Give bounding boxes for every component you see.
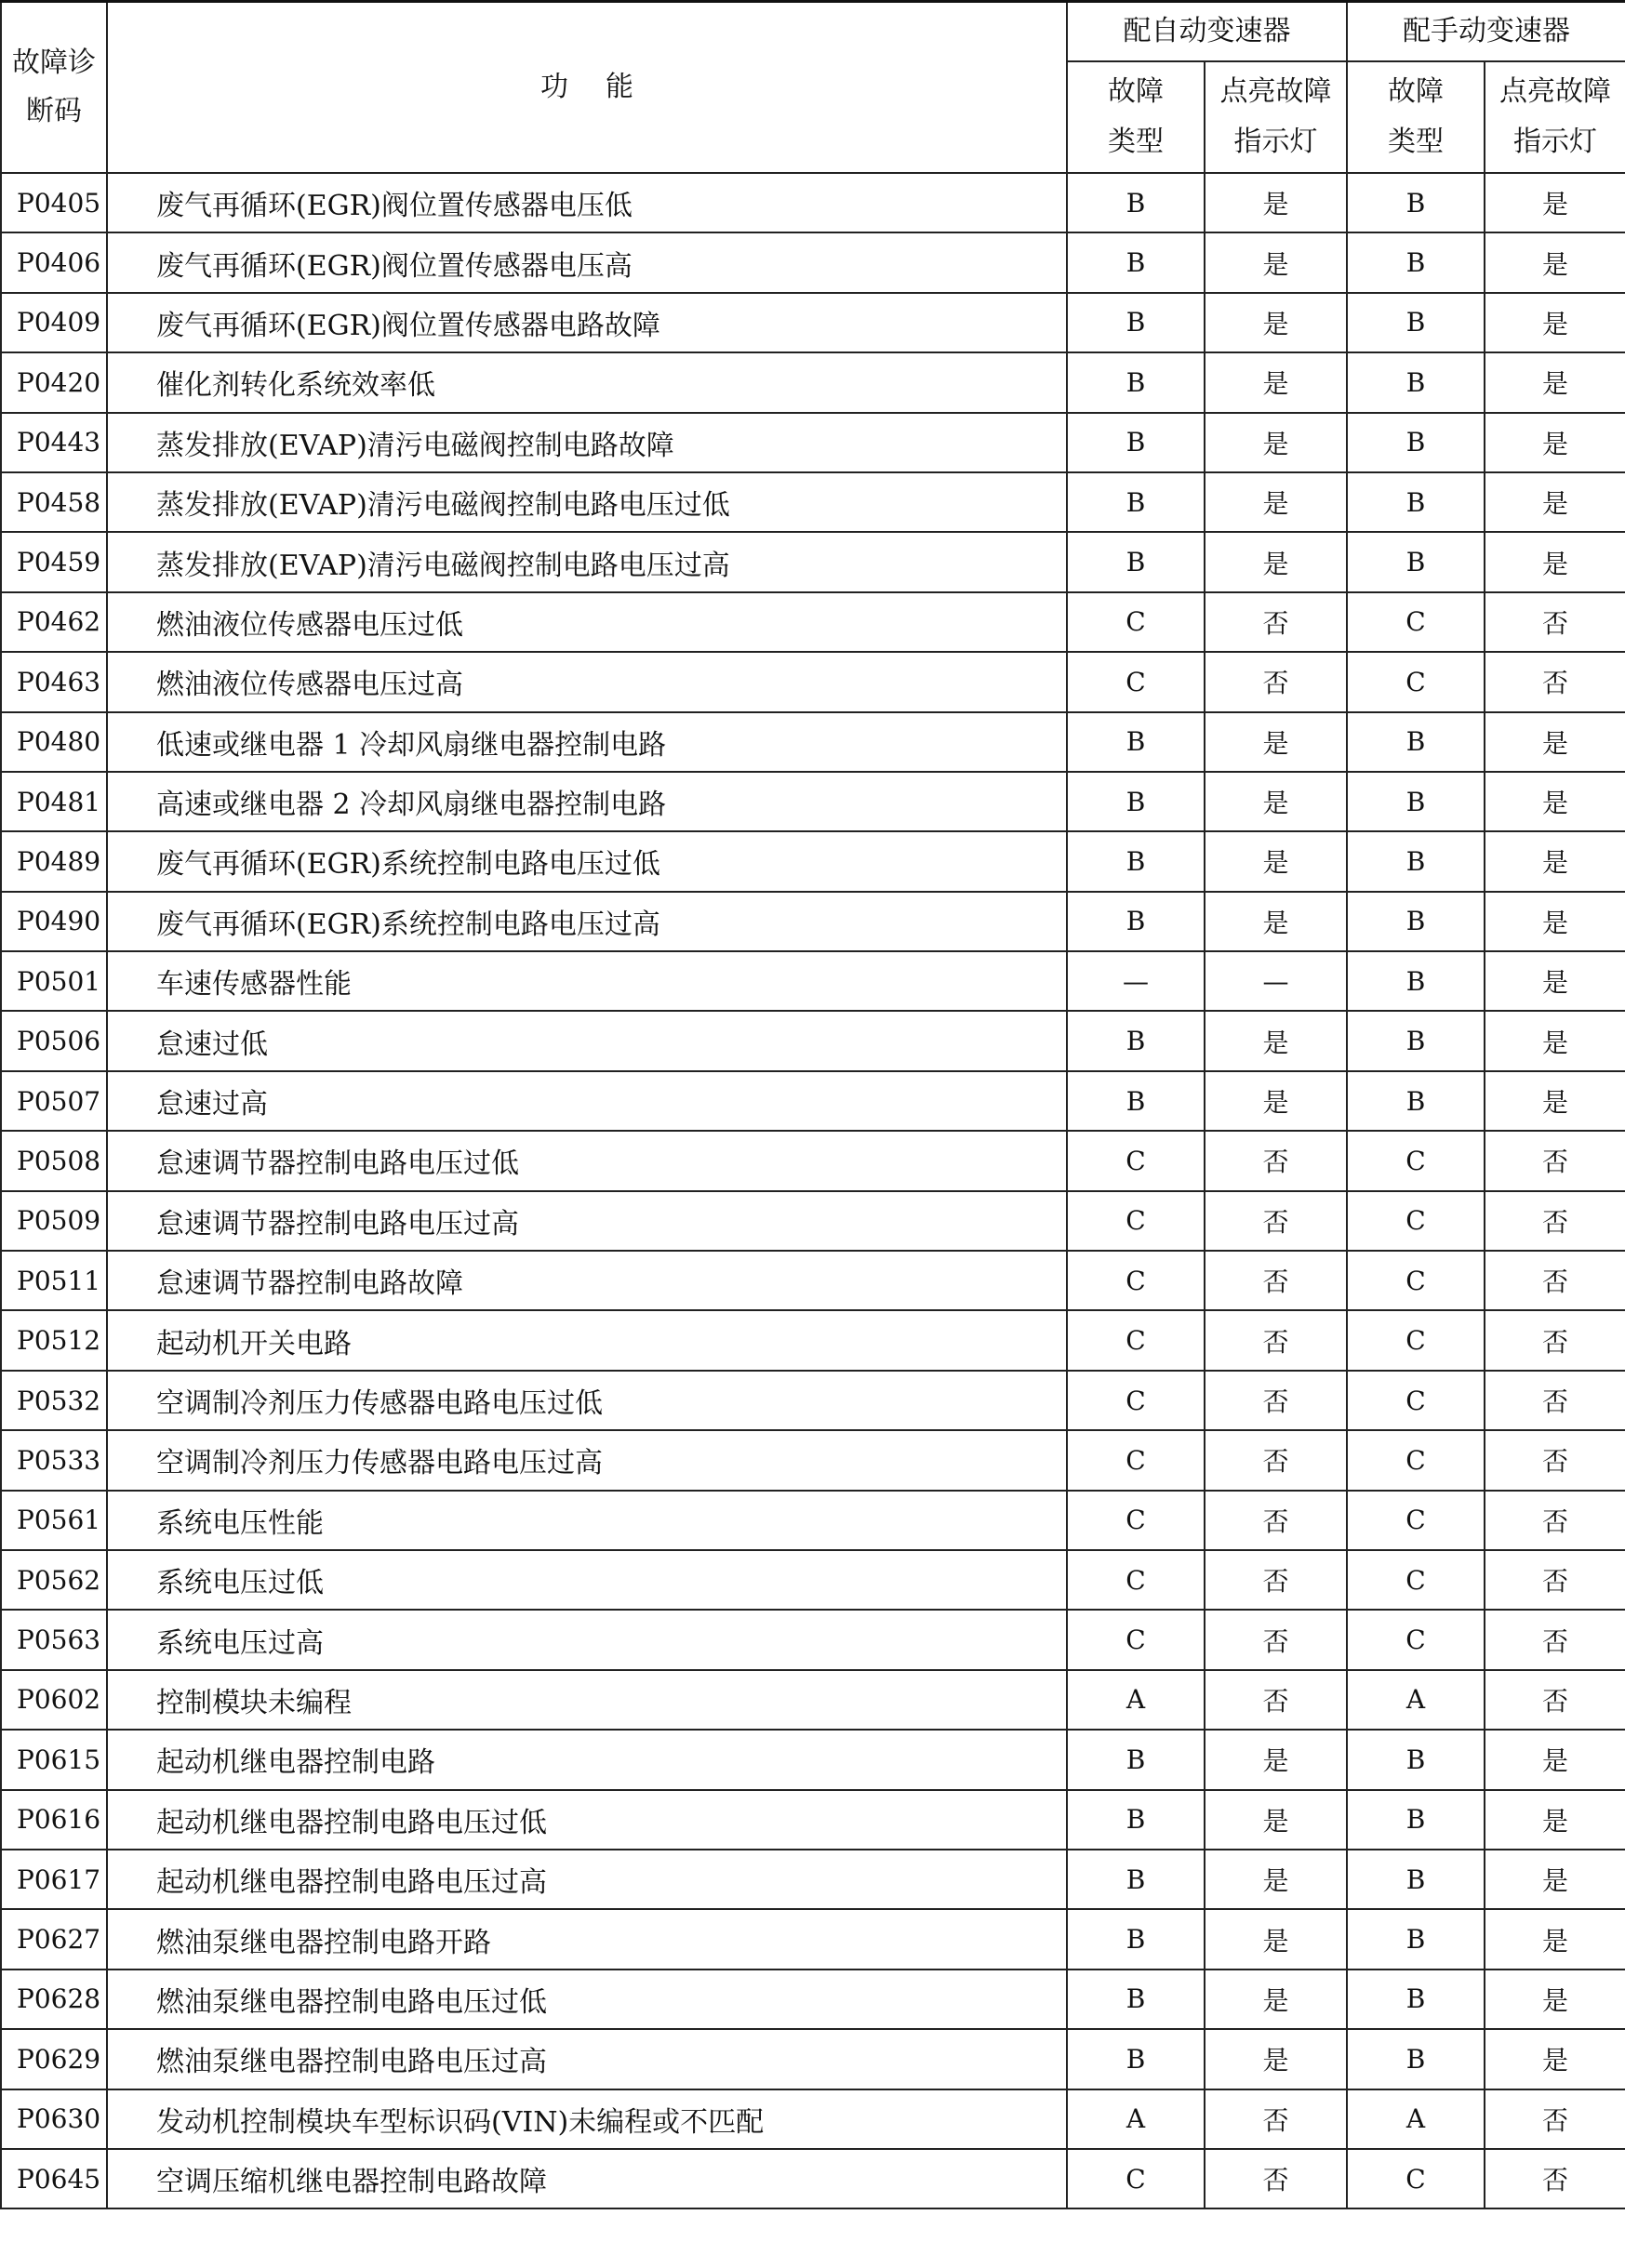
auto-mil-cell: 否 <box>1205 592 1347 652</box>
dtc-code-cell: P0562 <box>1 1550 107 1610</box>
header-auto-fault-type-line1: 故障 <box>1108 75 1164 108</box>
manual-mil-cell: 是 <box>1485 1909 1625 1969</box>
function-cell: 燃油泵继电器控制电路电压过低 <box>107 1970 1067 2029</box>
auto-mil-cell: 是 <box>1205 1850 1347 1909</box>
auto-mil-cell: 是 <box>1205 232 1347 292</box>
auto-mil-cell: 否 <box>1205 1371 1347 1430</box>
dtc-code-cell: P0533 <box>1 1430 107 1490</box>
manual-mil-cell: 是 <box>1485 293 1625 352</box>
auto-fault-type-cell: C <box>1067 592 1205 652</box>
manual-mil-cell: 是 <box>1485 232 1625 292</box>
manual-mil-cell: 否 <box>1485 2089 1625 2149</box>
manual-mil-cell: 是 <box>1485 352 1625 412</box>
auto-mil-cell: 否 <box>1205 1550 1347 1610</box>
header-manual-fault-type-line2: 类型 <box>1388 126 1444 158</box>
function-cell: 燃油液位传感器电压过高 <box>107 652 1067 711</box>
table-row <box>1 892 1625 951</box>
manual-mil-cell: 是 <box>1485 1730 1625 1789</box>
manual-fault-type-cell: A <box>1347 1670 1485 1730</box>
auto-mil-cell: 是 <box>1205 472 1347 532</box>
manual-mil-cell: 是 <box>1485 1970 1625 2029</box>
manual-fault-type-cell: B <box>1347 293 1485 352</box>
manual-mil-cell: 是 <box>1485 532 1625 591</box>
table-row <box>1 652 1625 711</box>
manual-fault-type-cell: B <box>1347 413 1485 472</box>
dtc-code-cell: P0628 <box>1 1970 107 2029</box>
table-row <box>1 1491 1625 1550</box>
table-row <box>1 1251 1625 1310</box>
manual-fault-type-cell: C <box>1347 1491 1485 1550</box>
table-row <box>1 352 1625 412</box>
function-cell: 蒸发排放(EVAP)清污电磁阀控制电路故障 <box>107 413 1067 472</box>
function-cell: 怠速调节器控制电路电压过低 <box>107 1131 1067 1190</box>
auto-mil-cell: 是 <box>1205 712 1347 772</box>
table-row <box>1 1730 1625 1789</box>
header-code-line2: 断码 <box>26 95 82 127</box>
header-auto-transmission: 配自动变速器 <box>1067 2 1347 62</box>
auto-fault-type-cell: B <box>1067 1790 1205 1850</box>
header-manual-fault-type-line1: 故障 <box>1388 75 1444 108</box>
table-row <box>1 1610 1625 1669</box>
manual-mil-cell: 是 <box>1485 472 1625 532</box>
table-row <box>1 2149 1625 2208</box>
manual-fault-type-cell: B <box>1347 1730 1485 1789</box>
auto-fault-type-cell: C <box>1067 1131 1205 1190</box>
dtc-code-cell: P0506 <box>1 1011 107 1070</box>
auto-fault-type-cell: B <box>1067 712 1205 772</box>
manual-mil-cell: 是 <box>1485 413 1625 472</box>
auto-fault-type-cell: A <box>1067 1670 1205 1730</box>
auto-fault-type-cell: C <box>1067 1310 1205 1370</box>
manual-fault-type-cell: C <box>1347 1191 1485 1251</box>
dtc-code-cell: P0501 <box>1 951 107 1011</box>
manual-fault-type-cell: B <box>1347 352 1485 412</box>
auto-mil-cell: 否 <box>1205 1131 1347 1190</box>
auto-fault-type-cell: B <box>1067 232 1205 292</box>
table-row <box>1 532 1625 591</box>
manual-fault-type-cell: C <box>1347 1371 1485 1430</box>
manual-fault-type-cell: C <box>1347 1550 1485 1610</box>
manual-mil-cell: 否 <box>1485 1310 1625 1370</box>
header-manual-mil-line2: 指示灯 <box>1513 126 1597 158</box>
manual-mil-cell: 否 <box>1485 1550 1625 1610</box>
auto-mil-cell: 是 <box>1205 1730 1347 1789</box>
table-row <box>1 1371 1625 1430</box>
manual-fault-type-cell: C <box>1347 1251 1485 1310</box>
manual-mil-cell: 是 <box>1485 1790 1625 1850</box>
auto-fault-type-cell: B <box>1067 831 1205 891</box>
manual-fault-type-cell: B <box>1347 831 1485 891</box>
function-cell: 怠速调节器控制电路故障 <box>107 1251 1067 1310</box>
dtc-code-cell: P0630 <box>1 2089 107 2149</box>
manual-fault-type-cell: B <box>1347 1790 1485 1850</box>
auto-fault-type-cell: B <box>1067 293 1205 352</box>
dtc-code-cell: P0443 <box>1 413 107 472</box>
auto-mil-cell: 否 <box>1205 1251 1347 1310</box>
function-cell: 起动机继电器控制电路电压过高 <box>107 1850 1067 1909</box>
manual-mil-cell: 否 <box>1485 1371 1625 1430</box>
manual-mil-cell: 是 <box>1485 1011 1625 1070</box>
header-function: 功能 <box>107 2 1067 174</box>
auto-mil-cell: 是 <box>1205 173 1347 232</box>
manual-fault-type-cell: B <box>1347 951 1485 1011</box>
manual-mil-cell: 否 <box>1485 1430 1625 1490</box>
dtc-code-cell: P0459 <box>1 532 107 591</box>
header-auto-mil-line1: 点亮故障 <box>1219 75 1332 108</box>
auto-mil-cell: 是 <box>1205 1909 1347 1969</box>
auto-fault-type-cell: C <box>1067 1610 1205 1669</box>
table-row <box>1 831 1625 891</box>
dtc-code-cell: P0561 <box>1 1491 107 1550</box>
manual-mil-cell: 是 <box>1485 831 1625 891</box>
function-cell: 废气再循环(EGR)阀位置传感器电路故障 <box>107 293 1067 352</box>
manual-fault-type-cell: B <box>1347 532 1485 591</box>
table-row <box>1 951 1625 1011</box>
table-row <box>1 1310 1625 1370</box>
function-cell: 废气再循环(EGR)阀位置传感器电压低 <box>107 173 1067 232</box>
table-row <box>1 293 1625 352</box>
table-row <box>1 1790 1625 1850</box>
manual-fault-type-cell: B <box>1347 1011 1485 1070</box>
table-body <box>1 173 1625 2208</box>
auto-mil-cell: 否 <box>1205 1610 1347 1669</box>
dtc-code-cell: P0462 <box>1 592 107 652</box>
auto-fault-type-cell: B <box>1067 472 1205 532</box>
manual-mil-cell: 是 <box>1485 173 1625 232</box>
auto-fault-type-cell: B <box>1067 413 1205 472</box>
manual-mil-cell: 是 <box>1485 772 1625 831</box>
function-cell: 蒸发排放(EVAP)清污电磁阀控制电路电压过低 <box>107 472 1067 532</box>
function-cell: 怠速调节器控制电路电压过高 <box>107 1191 1067 1251</box>
manual-fault-type-cell: B <box>1347 892 1485 951</box>
auto-fault-type-cell: C <box>1067 1251 1205 1310</box>
table-row <box>1 712 1625 772</box>
table-row <box>1 413 1625 472</box>
manual-mil-cell: 否 <box>1485 1251 1625 1310</box>
auto-mil-cell: 是 <box>1205 413 1347 472</box>
manual-mil-cell: 否 <box>1485 1491 1625 1550</box>
function-cell: 怠速过高 <box>107 1071 1067 1131</box>
header-manual-mil-line1: 点亮故障 <box>1499 75 1611 108</box>
manual-mil-cell: 否 <box>1485 652 1625 711</box>
dtc-code-cell: P0512 <box>1 1310 107 1370</box>
function-cell: 系统电压过低 <box>107 1550 1067 1610</box>
function-cell: 空调压缩机继电器控制电路故障 <box>107 2149 1067 2208</box>
header-auto-fault-type-line2: 类型 <box>1108 126 1164 158</box>
dtc-code-cell: P0627 <box>1 1909 107 1969</box>
table-row <box>1 1850 1625 1909</box>
manual-fault-type-cell: C <box>1347 1610 1485 1669</box>
auto-mil-cell: 是 <box>1205 1071 1347 1131</box>
function-cell: 系统电压性能 <box>107 1491 1067 1550</box>
function-cell: 车速传感器性能 <box>107 951 1067 1011</box>
auto-mil-cell: 是 <box>1205 2029 1347 2089</box>
auto-mil-cell: — <box>1205 951 1347 1011</box>
dtc-code-cell: P0409 <box>1 293 107 352</box>
function-cell: 起动机继电器控制电路电压过低 <box>107 1790 1067 1850</box>
dtc-code-cell: P0463 <box>1 652 107 711</box>
manual-fault-type-cell: B <box>1347 173 1485 232</box>
dtc-code-cell: P0645 <box>1 2149 107 2208</box>
header-auto-mil <box>1205 61 1347 173</box>
table-row <box>1 1670 1625 1730</box>
auto-mil-cell: 是 <box>1205 1790 1347 1850</box>
function-cell: 发动机控制模块车型标识码(VIN)未编程或不匹配 <box>107 2089 1067 2149</box>
manual-fault-type-cell: B <box>1347 472 1485 532</box>
auto-fault-type-cell: C <box>1067 1430 1205 1490</box>
header-manual-mil <box>1485 61 1625 173</box>
auto-mil-cell: 否 <box>1205 1491 1347 1550</box>
function-cell: 废气再循环(EGR)系统控制电路电压过低 <box>107 831 1067 891</box>
manual-fault-type-cell: C <box>1347 2149 1485 2208</box>
auto-fault-type-cell: B <box>1067 1730 1205 1789</box>
table-row <box>1 2029 1625 2089</box>
dtc-code-cell: P0563 <box>1 1610 107 1669</box>
auto-mil-cell: 是 <box>1205 1970 1347 2029</box>
dtc-code-cell: P0489 <box>1 831 107 891</box>
manual-fault-type-cell: B <box>1347 1850 1485 1909</box>
auto-mil-cell: 是 <box>1205 831 1347 891</box>
function-cell: 高速或继电器 2 冷却风扇继电器控制电路 <box>107 772 1067 831</box>
auto-mil-cell: 是 <box>1205 892 1347 951</box>
manual-fault-type-cell: B <box>1347 1909 1485 1969</box>
table-row <box>1 1191 1625 1251</box>
function-cell: 空调制冷剂压力传感器电路电压过高 <box>107 1430 1067 1490</box>
table-row <box>1 1909 1625 1969</box>
dtc-code-cell: P0617 <box>1 1850 107 1909</box>
manual-mil-cell: 否 <box>1485 1670 1625 1730</box>
dtc-code-cell: P0405 <box>1 173 107 232</box>
manual-mil-cell: 否 <box>1485 1131 1625 1190</box>
table-header <box>1 2 1625 174</box>
auto-fault-type-cell: B <box>1067 1909 1205 1969</box>
auto-fault-type-cell: C <box>1067 2149 1205 2208</box>
dtc-code-cell: P0481 <box>1 772 107 831</box>
function-cell: 废气再循环(EGR)系统控制电路电压过高 <box>107 892 1067 951</box>
auto-fault-type-cell: A <box>1067 2089 1205 2149</box>
manual-mil-cell: 否 <box>1485 1191 1625 1251</box>
function-cell: 燃油泵继电器控制电路开路 <box>107 1909 1067 1969</box>
dtc-code-cell: P0406 <box>1 232 107 292</box>
dtc-code-cell: P0507 <box>1 1071 107 1131</box>
manual-fault-type-cell: C <box>1347 592 1485 652</box>
auto-fault-type-cell: B <box>1067 772 1205 831</box>
dtc-code-cell: P0508 <box>1 1131 107 1190</box>
auto-mil-cell: 否 <box>1205 2149 1347 2208</box>
function-cell: 起动机开关电路 <box>107 1310 1067 1370</box>
auto-fault-type-cell: B <box>1067 1011 1205 1070</box>
table-row <box>1 1430 1625 1490</box>
table-row <box>1 1550 1625 1610</box>
dtc-code-cell: P0480 <box>1 712 107 772</box>
table-row <box>1 1131 1625 1190</box>
auto-fault-type-cell: C <box>1067 652 1205 711</box>
auto-fault-type-cell: B <box>1067 1071 1205 1131</box>
auto-mil-cell: 是 <box>1205 532 1347 591</box>
manual-mil-cell: 否 <box>1485 1610 1625 1669</box>
auto-mil-cell: 否 <box>1205 1310 1347 1370</box>
function-cell: 低速或继电器 1 冷却风扇继电器控制电路 <box>107 712 1067 772</box>
manual-mil-cell: 是 <box>1485 1071 1625 1131</box>
table-row <box>1 1970 1625 2029</box>
table-row <box>1 772 1625 831</box>
header-auto-mil-line2: 指示灯 <box>1233 126 1318 158</box>
auto-mil-cell: 否 <box>1205 2089 1347 2149</box>
auto-fault-type-cell: B <box>1067 1850 1205 1909</box>
auto-mil-cell: 是 <box>1205 293 1347 352</box>
function-cell: 燃油液位传感器电压过低 <box>107 592 1067 652</box>
manual-fault-type-cell: B <box>1347 712 1485 772</box>
dtc-code-cell: P0615 <box>1 1730 107 1789</box>
dtc-code-cell: P0420 <box>1 352 107 412</box>
auto-mil-cell: 否 <box>1205 1430 1347 1490</box>
function-cell: 控制模块未编程 <box>107 1670 1067 1730</box>
auto-mil-cell: 是 <box>1205 1011 1347 1070</box>
dtc-code-cell: P0532 <box>1 1371 107 1430</box>
header-manual-transmission: 配手动变速器 <box>1347 2 1625 62</box>
manual-mil-cell: 是 <box>1485 951 1625 1011</box>
manual-mil-cell: 否 <box>1485 592 1625 652</box>
function-cell: 废气再循环(EGR)阀位置传感器电压高 <box>107 232 1067 292</box>
auto-mil-cell: 否 <box>1205 1670 1347 1730</box>
manual-fault-type-cell: B <box>1347 232 1485 292</box>
auto-fault-type-cell: C <box>1067 1191 1205 1251</box>
manual-fault-type-cell: B <box>1347 772 1485 831</box>
auto-fault-type-cell: C <box>1067 1491 1205 1550</box>
manual-fault-type-cell: C <box>1347 1131 1485 1190</box>
manual-fault-type-cell: C <box>1347 652 1485 711</box>
table-row <box>1 173 1625 232</box>
table-row <box>1 232 1625 292</box>
auto-fault-type-cell: B <box>1067 892 1205 951</box>
auto-mil-cell: 是 <box>1205 772 1347 831</box>
dtc-code-cell: P0458 <box>1 472 107 532</box>
header-code-line1: 故障诊 <box>12 46 96 79</box>
dtc-code-cell: P0602 <box>1 1670 107 1730</box>
auto-fault-type-cell: B <box>1067 532 1205 591</box>
auto-fault-type-cell: B <box>1067 173 1205 232</box>
function-cell: 燃油泵继电器控制电路电压过高 <box>107 2029 1067 2089</box>
dtc-code-cell: P0490 <box>1 892 107 951</box>
manual-mil-cell: 是 <box>1485 1850 1625 1909</box>
table-row <box>1 1071 1625 1131</box>
auto-mil-cell: 否 <box>1205 1191 1347 1251</box>
dtc-code-cell: P0616 <box>1 1790 107 1850</box>
header-manual-fault-type <box>1347 61 1485 173</box>
auto-fault-type-cell: B <box>1067 352 1205 412</box>
table-row <box>1 472 1625 532</box>
table-row <box>1 592 1625 652</box>
table-row <box>1 2089 1625 2149</box>
manual-mil-cell: 是 <box>1485 2029 1625 2089</box>
function-cell: 空调制冷剂压力传感器电路电压过低 <box>107 1371 1067 1430</box>
header-code <box>1 2 107 174</box>
dtc-code-cell: P0629 <box>1 2029 107 2089</box>
function-cell: 蒸发排放(EVAP)清污电磁阀控制电路电压过高 <box>107 532 1067 591</box>
dtc-code-cell: P0509 <box>1 1191 107 1251</box>
auto-mil-cell: 是 <box>1205 352 1347 412</box>
auto-mil-cell: 否 <box>1205 652 1347 711</box>
function-cell: 系统电压过高 <box>107 1610 1067 1669</box>
auto-fault-type-cell: C <box>1067 1371 1205 1430</box>
manual-fault-type-cell: A <box>1347 2089 1485 2149</box>
manual-fault-type-cell: B <box>1347 1071 1485 1131</box>
header-auto-fault-type <box>1067 61 1205 173</box>
manual-fault-type-cell: C <box>1347 1310 1485 1370</box>
manual-fault-type-cell: C <box>1347 1430 1485 1490</box>
manual-mil-cell: 是 <box>1485 892 1625 951</box>
function-cell: 怠速过低 <box>107 1011 1067 1070</box>
function-cell: 起动机继电器控制电路 <box>107 1730 1067 1789</box>
function-cell: 催化剂转化系统效率低 <box>107 352 1067 412</box>
manual-fault-type-cell: B <box>1347 2029 1485 2089</box>
manual-fault-type-cell: B <box>1347 1970 1485 2029</box>
auto-fault-type-cell: B <box>1067 1970 1205 2029</box>
auto-fault-type-cell: B <box>1067 2029 1205 2089</box>
auto-fault-type-cell: — <box>1067 951 1205 1011</box>
dtc-code-cell: P0511 <box>1 1251 107 1310</box>
manual-mil-cell: 是 <box>1485 712 1625 772</box>
table-row <box>1 1011 1625 1070</box>
auto-fault-type-cell: C <box>1067 1550 1205 1610</box>
manual-mil-cell: 否 <box>1485 2149 1625 2208</box>
